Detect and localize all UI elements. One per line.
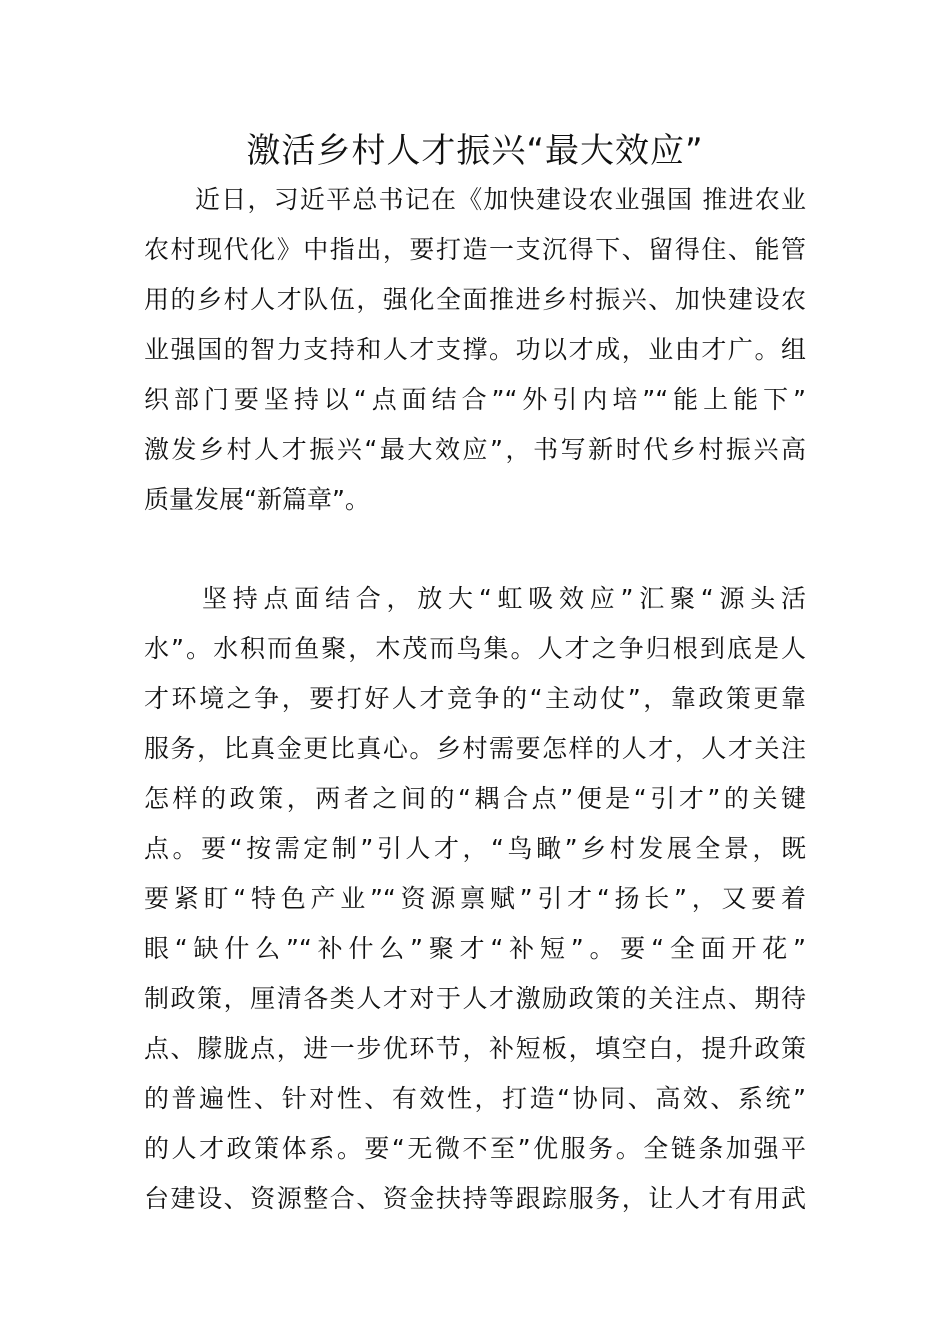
paragraph2-line: 制政策，厘清各类人才对于人才激励政策的关注点、期待 [144,984,806,1013]
paragraph2-line: 要紧盯“特色产业”“资源禀赋”引才“扬长”，又要着 [144,884,806,913]
paragraph2-line: 点、朦胧点，进一步优环节，补短板，填空白，提升政策 [144,1034,806,1063]
paragraph2-line: 水”。水积而鱼聚，木茂而鸟集。人才之争归根到底是人 [144,634,806,663]
paragraph2-line: 眼“缺什么”“补什么”聚才“补短”。要“全面开花” [144,934,806,963]
paragraph1-line: 质量发展“新篇章”。 [144,485,370,514]
paragraph1-line: 业强国的智力支持和人才支撑。功以才成，业由才广。组 [144,335,806,364]
paragraph2-line: 台建设、资源整合、资金扶持等跟踪服务，让人才有用武 [144,1184,806,1213]
paragraph2-line: 怎样的政策，两者之间的“耦合点”便是“引才”的关键 [144,784,806,813]
paragraph2-line: 的人才政策体系。要“无微不至”优服务。全链条加强平 [144,1134,806,1163]
paragraph2-line: 才环境之争，要打好人才竞争的“主动仗”，靠政策更靠 [144,684,806,713]
paragraph1-line: 农村现代化》中指出，要打造一支沉得下、留得住、能管 [144,235,806,264]
paragraph2-line: 的普遍性、针对性、有效性，打造“协同、高效、系统” [144,1084,806,1113]
paragraph1-line: 近日，习近平总书记在《加快建设农业强国 推进农业 [195,185,806,214]
paragraph1-line: 激发乡村人才振兴“最大效应”，书写新时代乡村振兴高 [144,435,806,464]
paragraph2-line: 点。要“按需定制”引人才，“鸟瞰”乡村发展全景，既 [144,834,806,863]
paragraph1-line: 织部门要坚持以“点面结合”“外引内培”“能上能下” [144,385,806,414]
paragraph1-line: 用的乡村人才队伍，强化全面推进乡村振兴、加快建设农 [144,285,806,314]
paragraph2-line: 坚持点面结合，放大“虹吸效应”汇聚“源头活 [202,584,806,613]
paragraph2-line: 服务，比真金更比真心。乡村需要怎样的人才，人才关注 [144,734,806,763]
document-title: 激活乡村人才振兴“最大效应” [246,131,704,171]
